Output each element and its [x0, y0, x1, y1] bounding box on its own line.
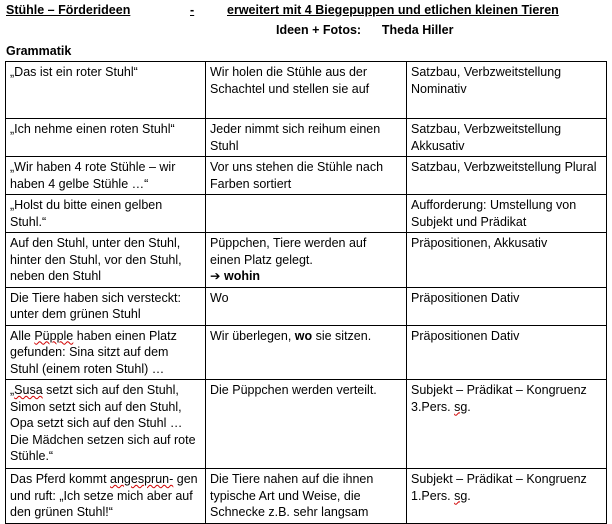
table-row — [6, 233, 607, 288]
table-cell-grammar: Präpositionen Dativ — [407, 287, 607, 325]
table-cell-sentence: Das Pferd kommt angesprun- gen und ruft: „Ich setze mich aber auf den grünen Stuhl!“ — [6, 469, 206, 524]
misspelled-word: sg — [454, 488, 468, 503]
table-row — [6, 469, 607, 524]
misspelled-word: sg — [454, 399, 468, 414]
table-cell-activity: Wo — [206, 287, 407, 325]
table-cell-activity: Die Püppchen werden verteilt. — [206, 380, 407, 469]
table-row — [6, 325, 607, 380]
table-cell-sentence: „Susa setzt sich auf den Stuhl, Simon setzt sich auf den Stuhl, Opa setzt sich auf den Stuhl … Die Mädchen setzen sich auf rote Stühle.“ — [6, 380, 206, 469]
table-cell-sentence: „Wir haben 4 rote Stühle – wir haben 4 gelbe Stühle …“ — [6, 157, 206, 195]
table-cell-grammar: Subjekt – Prädikat – Kongruenz 1.Pers. sg. — [407, 469, 607, 524]
table-cell-sentence: „Ich nehme einen roten Stuhl“ — [6, 119, 206, 157]
table-cell-activity: Wir überlegen, wo sie sitzen. — [206, 325, 407, 380]
table-cell-grammar: Satzbau, Verbzweitstellung Plural — [407, 157, 607, 195]
table-cell-activity — [206, 195, 407, 233]
table-cell-sentence: Auf den Stuhl, unter den Stuhl, hinter den Stuhl, vor den Stuhl, neben den Stuhl — [6, 233, 206, 288]
question-word: wo — [294, 328, 313, 343]
table-cell-sentence: „Holst du bitte einen gelben Stuhl.“ — [6, 195, 206, 233]
misspelled-word: Susa — [14, 383, 43, 397]
section-heading: Grammatik — [6, 44, 72, 58]
table-cell-activity: Die Tiere nahen auf die ihnen typische Art und Weise, die Schnecke z.B. sehr langsam — [206, 469, 407, 524]
title-separator: - — [190, 3, 195, 17]
table-cell-sentence: „Das ist ein roter Stuhl“ — [6, 62, 206, 119]
table-row — [6, 62, 607, 119]
activity-text: Püppchen, Tiere werden auf einen Platz gelegt. — [210, 236, 367, 267]
table-row — [6, 157, 607, 195]
credits-line: Ideen + Fotos: Theda Hiller — [276, 23, 454, 37]
question-word: wohin — [223, 269, 261, 283]
table-cell-activity: Jeder nimmt sich reihum einen Stuhl — [206, 119, 407, 157]
table-cell-grammar: Präpositionen Dativ — [407, 325, 607, 380]
table-cell-grammar: Subjekt – Prädikat – Kongruenz 3.Pers. sg. — [407, 380, 607, 469]
table-cell-grammar: Präpositionen, Akkusativ — [407, 233, 607, 288]
table-cell-sentence: Die Tiere haben sich versteckt: unter dem grünen Stuhl — [6, 287, 206, 325]
misspelled-word: Püpple — [34, 328, 74, 343]
table-row — [6, 380, 607, 469]
table-row — [6, 119, 607, 157]
table-cell-grammar: Aufforderung: Umstellung von Subjekt und Prädikat — [407, 195, 607, 233]
table-cell-activity: Wir holen die Stühle aus der Schachtel und stellen sie auf — [206, 62, 407, 119]
table-cell-grammar: Satzbau, Verbzweitstellung Nominativ — [407, 62, 607, 119]
table-cell-sentence: Alle Püpple haben einen Platz gefunden: Sina sitzt auf dem Stuhl (einem roten Stuhl) … — [6, 325, 206, 380]
document-subtitle-extension: erweitert mit 4 Biegepuppen und etlichen kleinen Tieren — [227, 3, 559, 17]
table-cell-activity — [206, 233, 407, 288]
grammar-table — [5, 61, 607, 524]
misspelled-word: angesprun- — [110, 472, 174, 486]
table-cell-grammar: Satzbau, Verbzweitstellung Akkusativ — [407, 119, 607, 157]
table-row — [6, 287, 607, 325]
document-title: Stühle – Förderideen — [6, 3, 131, 17]
table-row — [6, 195, 607, 233]
arrow-right-icon: ➔ — [210, 269, 221, 283]
table-cell-activity: Vor uns stehen die Stühle nach Farben sortiert — [206, 157, 407, 195]
